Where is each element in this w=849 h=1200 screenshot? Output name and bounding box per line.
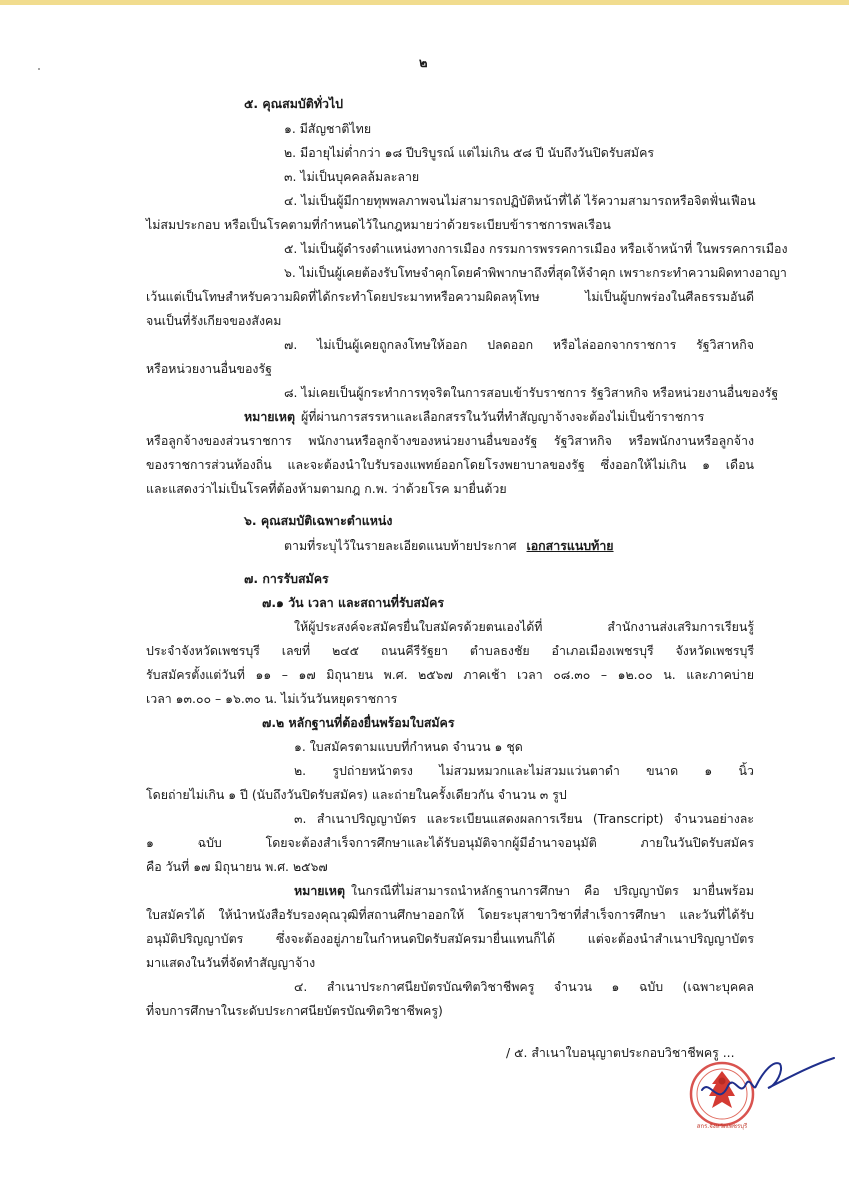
section7-note-line3: อนุมัติปริญญาบัตร ซึ่งจะต้องอยู่ภายในกำหนดปิดรับสมัครมายื่นแทนก็ได้ แต่จะต้องนำสำเนาปริญญาบัตร — [146, 931, 754, 946]
section7-2-item3-cont2: คือ วันที่ ๑๗ มิถุนายน พ.ศ. ๒๕๖๗ — [146, 859, 328, 874]
seal-caption: สกร.จังหวัดเพชรบุรี — [696, 1123, 748, 1130]
section7-1-line2: ประจำจังหวัดเพชรบุรี เลขที่ ๒๔๕ ถนนคีรีรัฐยา ตำบลธงชัย อำเภอเมืองเพชรบุรี จังหวัดเพชรบุรี — [146, 643, 754, 658]
section5-note-label: หมายเหตุ — [244, 409, 296, 424]
section7-heading: ๗. การรับสมัคร — [244, 571, 329, 586]
section5-note-text1: ผู้ที่ผ่านการสรรหาและเลือกสรรในวันที่ทำสัญญาจ้างจะต้องไม่เป็นข้าราชการ — [301, 409, 705, 424]
section5-item7: ๗. ไม่เป็นผู้เคยถูกลงโทษให้ออก ปลดออก หรือไล่ออกจากราชการ รัฐวิสาหกิจ — [284, 337, 754, 352]
section7-2-item2: ๒. รูปถ่ายหน้าตรง ไม่สวมหมวกและไม่สวมแว่นตาดำ ขนาด ๑ นิ้ว — [294, 763, 754, 778]
section6-text: ตามที่ระบุไว้ในรายละเอียดแนบท้ายประกาศ — [284, 538, 517, 553]
section5-item7-cont: หรือหน่วยงานอื่นของรัฐ — [146, 361, 272, 376]
section5-note-line1 — [244, 408, 754, 426]
section5-item5: ๕. ไม่เป็นผู้ดำรงตำแหน่งทางการเมือง กรรมการพรรคการเมือง หรือเจ้าหน้าที่ ในพรรคการเมือง — [284, 241, 788, 256]
section7-note-line4: มาแสดงในวันที่จัดทำสัญญาจ้าง — [146, 955, 316, 970]
section5-item4-cont: ไม่สมประกอบ หรือเป็นโรคตามที่กำหนดไว้ในกฎหมายว่าด้วยระเบียบข้าราชการพลเรือน — [146, 217, 611, 232]
section7-1-heading: ๗.๑ วัน เวลา และสถานที่รับสมัคร — [262, 595, 445, 610]
section7-1-line4: เวลา ๑๓.๐๐ – ๑๖.๓๐ น. ไม่เว้นวันหยุดราชการ — [146, 691, 398, 706]
section7-2-item4: ๔. สำเนาประกาศนียบัตรบัณฑิตวิชาชีพครู จำนวน ๑ ฉบับ (เฉพาะบุคคล — [294, 979, 754, 994]
section5-note-line2: หรือลูกจ้างของส่วนราชการ พนักงานหรือลูกจ้างของหน่วยงานอื่นของรัฐ รัฐวิสาหกิจ หรือพนักงานหรือลูกจ้าง — [146, 433, 754, 448]
section5-item2: ๒. มีอายุไม่ต่ำกว่า ๑๘ ปีบริบูรณ์ แต่ไม่เกิน ๕๘ ปี นับถึงวันปิดรับสมัคร — [284, 145, 655, 160]
section7-note-text1: ในกรณีที่ไม่สามารถนำหลักฐานการศึกษา คือ ปริญญาบัตร มายื่นพร้อม — [351, 883, 754, 898]
section7-note-line2: ใบสมัครได้ ให้นำหนังสือรับรองคุณวุฒิที่สถานศึกษาออกให้ โดยระบุสาขาวิชาที่สำเร็จการศึกษา และวันที่ได้รับ — [146, 907, 754, 922]
section6-attachment-ref: เอกสารแนบท้าย — [526, 538, 614, 553]
section5-item4: ๔. ไม่เป็นผู้มีกายทุพพลภาพจนไม่สามารถปฏิบัติหน้าที่ได้ ไร้ความสามารถหรือจิตฟั่นเฟือน — [284, 193, 756, 208]
section5-heading: ๕. คุณสมบัติทั่วไป — [244, 96, 344, 111]
section7-2-heading: ๗.๒ หลักฐานที่ต้องยื่นพร้อมใบสมัคร — [262, 715, 455, 730]
page-number: ๒ — [419, 56, 428, 71]
section7-2-item3-cont1: ๑ ฉบับ โดยจะต้องสำเร็จการศึกษาและได้รับอนุมัติจากผู้มีอำนาจอนุมัติ ภายในวันปิดรับสมัคร — [146, 835, 754, 850]
section7-note-label: หมายเหตุ — [294, 883, 346, 898]
section6-heading: ๖. คุณสมบัติเฉพาะตำแหน่ง — [244, 513, 393, 528]
section5-note-line3: ของราชการส่วนท้องถิ่น และจะต้องนำใบรับรองแพทย์ออกโดยโรงพยาบาลของรัฐ ซึ่งออกให้ไม่เกิน ๑ เดือน — [146, 457, 754, 472]
section7-1-line1: ให้ผู้ประสงค์จะสมัครยื่นใบสมัครด้วยตนเองได้ที่ สำนักงานส่งเสริมการเรียนรู้ — [294, 619, 754, 634]
section7-2-item4-cont: ที่จบการศึกษาในระดับประกาศนียบัตรบัณฑิตวิชาชีพครู) — [146, 1003, 443, 1018]
section5-item6-cont1: เว้นแต่เป็นโทษสำหรับความผิดที่ได้กระทำโดยประมาทหรือความผิดลหุโทษ ไม่เป็นผู้บกพร่องในศีลธรรมอันดี — [146, 289, 754, 304]
section5-item6: ๖. ไม่เป็นผู้เคยต้องรับโทษจำคุกโดยคำพิพากษาถึงที่สุดให้จำคุก เพราะกระทำความผิดทางอาญา — [284, 265, 787, 280]
section7-2-item3: ๓. สำเนาปริญญาบัตร และระเบียนแสดงผลการเรียน (Transcript) จำนวนอย่างละ — [294, 811, 754, 826]
section5-note-line4: และแสดงว่าไม่เป็นโรคที่ต้องห้ามตามกฎ ก.พ. ว่าด้วยโรค มายื่นด้วย — [146, 481, 507, 496]
section7-2-item2-cont: โดยถ่ายไม่เกิน ๑ ปี (นับถึงวันปิดรับสมัคร) และถ่ายในครั้งเดียวกัน จำนวน ๓ รูป — [146, 787, 567, 802]
section7-2-item1: ๑. ใบสมัครตามแบบที่กำหนด จำนวน ๑ ชุด — [294, 739, 523, 754]
section5-item3: ๓. ไม่เป็นบุคคลล้มละลาย — [284, 169, 420, 184]
section5-item8: ๘. ไม่เคยเป็นผู้กระทำการทุจริตในการสอบเข้ารับราชการ รัฐวิสาหกิจ หรือหน่วยงานอื่นของรัฐ — [284, 385, 779, 400]
section6-text-line — [284, 537, 614, 555]
official-seal-with-signature — [688, 1048, 838, 1132]
section7-note-line1 — [294, 882, 754, 900]
continuation-text: / ๕. สำเนาใบอนุญาตประกอบวิชาชีพครู ... — [506, 1045, 735, 1060]
section7-1-line3: รับสมัครตั้งแต่วันที่ ๑๑ – ๑๗ มิถุนายน พ.ศ. ๒๕๖๗ ภาคเช้า เวลา ๐๘.๓๐ – ๑๒.๐๐ น. และภาคบ่าย — [146, 667, 754, 682]
section5-item6-cont2: จนเป็นที่รังเกียจของสังคม — [146, 313, 282, 328]
garuda-head — [719, 1078, 726, 1085]
section5-item1: ๑. มีสัญชาติไทย — [284, 121, 372, 136]
